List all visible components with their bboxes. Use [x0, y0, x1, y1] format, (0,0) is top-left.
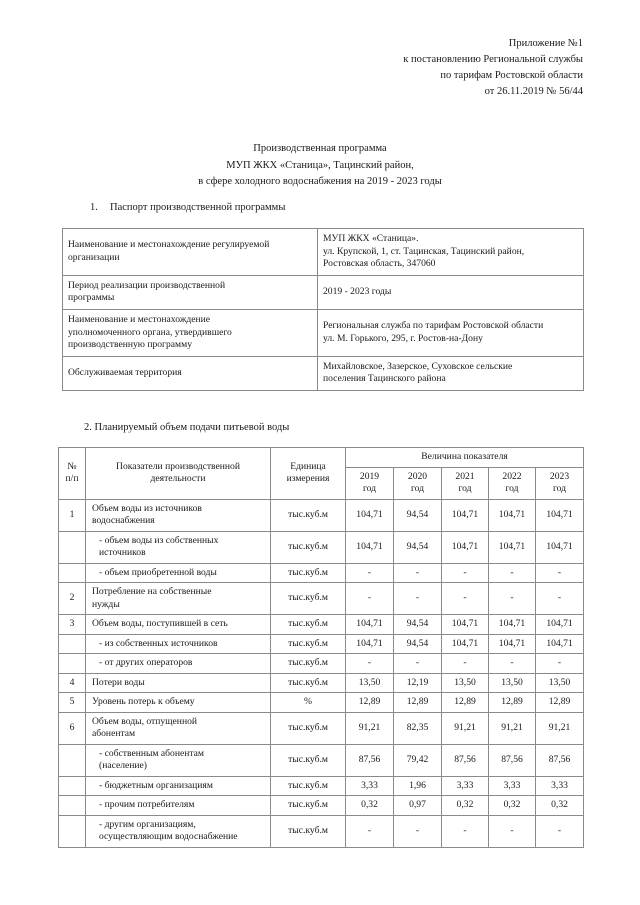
volume-row-indicator [86, 744, 271, 776]
volume-row-value: 104,71 [346, 531, 394, 563]
volume-row-index [59, 531, 86, 563]
volume-row-value: 104,71 [489, 499, 536, 531]
text-line: программы [68, 292, 115, 304]
passport-row-0-label [63, 229, 318, 276]
volume-row-value: - [394, 583, 442, 615]
document-reference-line-2: к постановлению Региональной службы [403, 54, 583, 65]
volume-row-value: - [346, 563, 394, 583]
col-header-year-2021 [442, 467, 489, 499]
text-line: Период реализации производственной [68, 279, 226, 291]
volume-row-value: - [489, 563, 536, 583]
document-reference-block [263, 36, 583, 100]
col-header-group-value: Величина показателя [346, 448, 584, 468]
text-line: Объем воды, отпущенной [92, 715, 198, 727]
text-line: Наименование и местонахождение [68, 313, 211, 325]
volume-row-unit: тыс.куб.м [271, 563, 346, 583]
volume-row-value: 0,32 [442, 796, 489, 816]
text-line: 2022 [502, 470, 522, 482]
text-line: 2020 [407, 470, 428, 482]
text-line: Уровень потерь к объему [92, 696, 195, 707]
volume-row-value: 12,89 [489, 693, 536, 713]
volume-row-indicator [86, 615, 271, 635]
text-line: источников [99, 547, 146, 558]
table-row [59, 673, 584, 693]
document-title-line-2: МУП ЖКХ «Станица», Тацинский район, [226, 159, 414, 171]
volume-row-unit: тыс.куб.м [271, 815, 346, 847]
volume-row-value: 13,50 [442, 673, 489, 693]
volume-row-value: 12,89 [394, 693, 442, 713]
text-line: Объем воды, поступившей в сеть [92, 618, 228, 629]
volume-row-unit: тыс.куб.м [271, 634, 346, 654]
text-line: абонентам [92, 728, 136, 739]
volume-row-unit: тыс.куб.м [271, 615, 346, 635]
volume-row-value: - [442, 583, 489, 615]
passport-table-body [63, 229, 584, 391]
volume-row-value: 104,71 [442, 615, 489, 635]
text-line: - собственным абонентам [99, 747, 204, 759]
volume-row-value: 104,71 [489, 531, 536, 563]
volume-row-value: 12,89 [346, 693, 394, 713]
volume-row-value: 82,35 [394, 712, 442, 744]
text-line: нужды [92, 598, 120, 610]
volume-row-value: 0,32 [536, 796, 584, 816]
table-row [63, 356, 584, 390]
col-header-unit [271, 448, 346, 500]
volume-row-value: 104,71 [489, 615, 536, 635]
section-passport-heading [90, 201, 285, 215]
volume-row-value: 13,50 [346, 673, 394, 693]
volume-row-value: 12,89 [442, 693, 489, 713]
volume-row-value: 104,71 [442, 531, 489, 563]
text-line: водоснабжения [92, 515, 155, 526]
table-row [59, 776, 584, 796]
volume-row-indicator [86, 654, 271, 674]
table-row [59, 615, 584, 635]
text-line: Потребление на собственные [92, 586, 212, 597]
document-reference-line-1: Приложение №1 [508, 38, 583, 49]
table-row [59, 815, 584, 847]
volume-row-value: - [536, 815, 584, 847]
text-line: ул. Крупской, 1, ст. Тацинская, Тацинский район, [323, 245, 525, 257]
volume-row-value: - [394, 815, 442, 847]
volume-row-indicator [86, 563, 271, 583]
volume-row-unit: % [271, 693, 346, 713]
volume-row-value: 104,71 [346, 634, 394, 654]
text-line: 2023 [549, 470, 570, 482]
text-line: уполномоченного органа, утвердившего [68, 326, 232, 338]
table-row [63, 275, 584, 309]
volume-row-value: 3,33 [536, 776, 584, 796]
text-line: измерения [286, 473, 330, 485]
volume-row-value: - [346, 583, 394, 615]
volume-row-value: 91,21 [346, 712, 394, 744]
volume-row-value: 1,96 [394, 776, 442, 796]
volume-row-value: - [442, 563, 489, 583]
volume-row-value: 0,32 [346, 796, 394, 816]
volume-row-index [59, 796, 86, 816]
volume-row-value: 13,50 [536, 673, 584, 693]
volume-row-unit: тыс.куб.м [271, 499, 346, 531]
text-line: (население) [99, 760, 147, 771]
volume-row-value: - [536, 563, 584, 583]
volume-row-index: 6 [59, 712, 86, 744]
volume-row-value: - [394, 654, 442, 674]
volume-row-value: 87,56 [536, 744, 584, 776]
passport-row-1-label [63, 275, 318, 309]
passport-row-1-value [318, 275, 584, 309]
volume-row-indicator [86, 583, 271, 615]
volume-row-value: 104,71 [346, 615, 394, 635]
col-header-year-2020 [394, 467, 442, 499]
volume-row-index: 1 [59, 499, 86, 531]
volume-row-indicator [86, 815, 271, 847]
table-row [59, 634, 584, 654]
text-line: - объем приобретенной воды [99, 566, 217, 578]
volume-row-value: 94,54 [394, 634, 442, 654]
text-line: год [552, 483, 567, 494]
volume-row-value: 87,56 [489, 744, 536, 776]
text-line: Ростовская область, 347060 [323, 258, 436, 270]
volume-row-value: 104,71 [536, 499, 584, 531]
volume-table-head [59, 448, 584, 500]
text-line: Показатели производственной [116, 460, 240, 472]
volume-row-value: - [489, 815, 536, 847]
volume-row-value: - [346, 654, 394, 674]
volume-table-body [59, 499, 584, 847]
volume-table [58, 447, 584, 848]
text-line: Наименование и местонахождение регулируемой [68, 239, 270, 251]
text-line: п/п [65, 473, 79, 485]
text-line: организации [68, 251, 120, 263]
passport-row-2-label [63, 309, 318, 356]
table-row [59, 499, 584, 531]
table-row [63, 309, 584, 356]
table-row [59, 531, 584, 563]
table-row [59, 693, 584, 713]
text-line: Обслуживаемая территория [68, 367, 182, 379]
volume-row-value: 91,21 [489, 712, 536, 744]
volume-row-unit: тыс.куб.м [271, 531, 346, 563]
passport-row-2-value [318, 309, 584, 356]
volume-row-indicator [86, 673, 271, 693]
volume-row-value: 87,56 [346, 744, 394, 776]
volume-row-index [59, 654, 86, 674]
text-line: деятельности [150, 473, 206, 485]
document-title-block [0, 141, 640, 191]
text-line: ул. М. Горького, 295, г. Ростов-на-Дону [323, 332, 483, 344]
passport-row-3-value [318, 356, 584, 390]
volume-row-index [59, 634, 86, 654]
volume-row-value: - [536, 654, 584, 674]
volume-row-unit: тыс.куб.м [271, 673, 346, 693]
section-passport-title: Паспорт производственной программы [110, 202, 286, 213]
text-line: - из собственных источников [99, 637, 218, 649]
volume-row-indicator [86, 499, 271, 531]
volume-row-value: 91,21 [442, 712, 489, 744]
volume-row-index [59, 776, 86, 796]
section-passport-number: 1. [90, 202, 98, 213]
passport-row-3-label [63, 356, 318, 390]
volume-row-index: 3 [59, 615, 86, 635]
text-line: осуществляющим водоснабжение [99, 831, 238, 842]
volume-row-value: 3,33 [442, 776, 489, 796]
text-line: Единица [290, 460, 326, 472]
col-header-year-2019 [346, 467, 394, 499]
passport-table [62, 228, 584, 391]
volume-row-unit: тыс.куб.м [271, 796, 346, 816]
volume-row-index [59, 744, 86, 776]
text-line: год [505, 483, 519, 494]
volume-row-value: 12,89 [536, 693, 584, 713]
volume-row-index [59, 815, 86, 847]
volume-row-value: 79,42 [394, 744, 442, 776]
text-line: Михайловское, Зазерское, Суховское сельские [323, 360, 513, 372]
volume-row-value: - [442, 815, 489, 847]
col-header-indicator [86, 448, 271, 500]
volume-row-value: 94,54 [394, 615, 442, 635]
volume-row-value: - [442, 654, 489, 674]
volume-row-value: 104,71 [442, 634, 489, 654]
volume-row-unit: тыс.куб.м [271, 776, 346, 796]
volume-row-unit: тыс.куб.м [271, 583, 346, 615]
volume-row-indicator [86, 796, 271, 816]
volume-row-indicator [86, 776, 271, 796]
table-header-row [59, 448, 584, 468]
volume-row-value: 104,71 [536, 634, 584, 654]
text-line: - от других операторов [99, 657, 193, 668]
table-row [59, 744, 584, 776]
volume-row-indicator [86, 531, 271, 563]
text-line: 2021 [455, 470, 475, 482]
text-line: год [362, 483, 377, 494]
volume-row-value: - [394, 563, 442, 583]
text-line: - бюджетным организациям [99, 779, 213, 791]
volume-row-value: 104,71 [489, 634, 536, 654]
document-title-line-1: Производственная программа [253, 143, 387, 154]
text-line: Потери воды [92, 676, 145, 688]
volume-row-unit: тыс.куб.м [271, 744, 346, 776]
col-header-index [59, 448, 86, 500]
volume-row-value: 0,97 [394, 796, 442, 816]
volume-row-unit: тыс.куб.м [271, 712, 346, 744]
text-line: год [458, 483, 472, 494]
table-row [63, 229, 584, 276]
volume-row-value: 104,71 [346, 499, 394, 531]
volume-row-value: 3,33 [489, 776, 536, 796]
col-header-year-2023 [536, 467, 584, 499]
volume-row-value: 91,21 [536, 712, 584, 744]
volume-row-indicator [86, 634, 271, 654]
volume-row-value: - [489, 654, 536, 674]
volume-row-index: 4 [59, 673, 86, 693]
volume-row-value: - [536, 583, 584, 615]
document-title-line-3: в сфере холодного водоснабжения на 2019 - 2023 годы [198, 176, 442, 187]
volume-row-indicator [86, 712, 271, 744]
table-row [59, 563, 584, 583]
volume-row-value: - [346, 815, 394, 847]
volume-row-value: 87,56 [442, 744, 489, 776]
table-row [59, 654, 584, 674]
text-line: год [410, 483, 425, 494]
volume-row-indicator [86, 693, 271, 713]
text-line: Объем воды из источников [92, 502, 202, 514]
volume-row-index: 2 [59, 583, 86, 615]
volume-row-index: 5 [59, 693, 86, 713]
volume-row-value: 0,32 [489, 796, 536, 816]
text-line: - другим организациям, [99, 818, 196, 830]
volume-row-value: 13,50 [489, 673, 536, 693]
text-line: 2019 [359, 470, 380, 482]
volume-row-value: 12,19 [394, 673, 442, 693]
table-row [59, 712, 584, 744]
text-line: 2019 - 2023 годы [323, 286, 392, 298]
volume-row-index [59, 563, 86, 583]
volume-row-value: 94,54 [394, 531, 442, 563]
section-volume-heading: 2. Планируемый объем подачи питьевой воды [84, 422, 290, 433]
text-line: - объем воды из собственных [99, 534, 219, 546]
text-line: - прочим потребителям [99, 799, 195, 810]
volume-row-unit: тыс.куб.м [271, 654, 346, 674]
document-reference-line-3: по тарифам Ростовской области [440, 70, 583, 81]
text-line: МУП ЖКХ «Станица». [323, 233, 419, 244]
text-line: № [67, 460, 77, 472]
text-line: Региональная служба по тарифам Ростовской области [323, 320, 544, 332]
volume-row-value: 3,33 [346, 776, 394, 796]
volume-row-value: 104,71 [442, 499, 489, 531]
table-row [59, 796, 584, 816]
volume-row-value: 104,71 [536, 531, 584, 563]
volume-row-value: 104,71 [536, 615, 584, 635]
table-row [59, 583, 584, 615]
volume-row-value: 94,54 [394, 499, 442, 531]
document-reference-line-4: от 26.11.2019 № 56/44 [484, 86, 583, 97]
volume-row-value: - [489, 583, 536, 615]
passport-row-0-value [318, 229, 584, 276]
text-line: поселения Тацинского района [323, 373, 446, 385]
text-line: производственную программу [68, 339, 192, 351]
col-header-year-2022 [489, 467, 536, 499]
